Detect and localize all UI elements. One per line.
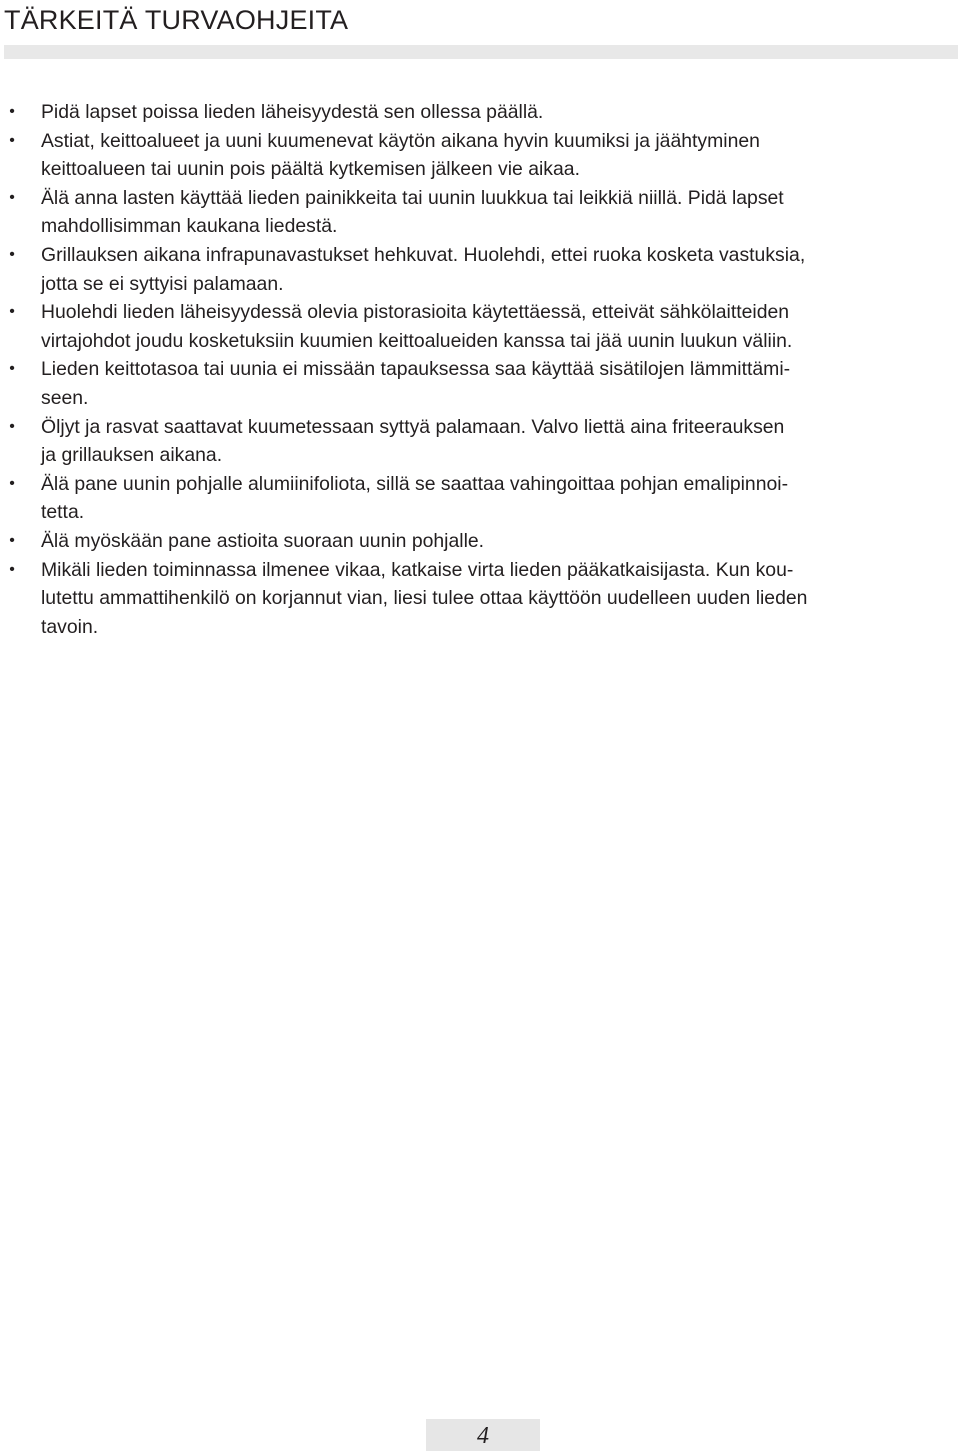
instruction-item (0, 127, 960, 184)
instruction-text-line: tavoin. (41, 615, 99, 638)
bullet-icon: • (9, 560, 15, 578)
instruction-text-line: Älä myöskään pane astioita suoraan uunin pohjalle. (41, 529, 485, 552)
instruction-item (0, 184, 960, 241)
bullet-icon: • (9, 103, 15, 120)
bullet-icon: • (9, 360, 15, 378)
bullet-icon: • (9, 531, 15, 549)
instruction-text-line: virtajohdot joudu kosketuksiin kuumien keittoalueiden kanssa tai jää uunin luukun väliin. (41, 329, 793, 352)
bullet-icon: • (9, 131, 15, 149)
instruction-text-line: Öljyt ja rasvat saattavat kuumetessaan syttyä palamaan. Valvo liettä aina friteerauksen (41, 415, 785, 438)
instruction-item (0, 470, 960, 527)
instruction-text-line: Lieden keittotasoa tai uunia ei missään tapauksessa saa käyttää sisätilojen lämmittämi- (41, 358, 791, 381)
instruction-text-line: Huolehdi lieden läheisyydessä olevia pistorasioita käytettäessä, etteivät sähkölaitteiden (41, 301, 790, 324)
instruction-text-line: tetta. (41, 501, 85, 524)
instruction-text-line: Älä pane uunin pohjalle alumiinifoliota, sillä se saattaa vahingoittaa pohjan emalipinnoi- (41, 472, 789, 495)
title-divider (4, 45, 958, 59)
bullet-icon: • (9, 303, 15, 321)
page-number-box (426, 1419, 540, 1451)
page-number: 4 (477, 1423, 489, 1449)
instruction-item (0, 413, 960, 470)
instruction-text-line: keittoalueen tai uunin pois päältä kytkemisen jälkeen vie aikaa. (41, 158, 580, 181)
instruction-text-line: Mikäli lieden toiminnassa ilmenee vikaa, katkaise virta lieden pääkatkaisijasta. Kun kou- (41, 558, 794, 581)
instruction-text-line: ja grillauksen aikana. (41, 444, 223, 467)
instruction-text-line: mahdollisimman kaukana liedestä. (41, 215, 338, 238)
instruction-item (0, 298, 960, 355)
instruction-item (0, 527, 960, 556)
instruction-text-line: seen. (41, 386, 89, 409)
bullet-icon: • (9, 474, 15, 492)
page-title: TÄRKEITÄ TURVAOHJEITA (4, 5, 349, 35)
instruction-item (0, 355, 960, 412)
bullet-icon: • (9, 245, 15, 263)
bullet-icon: • (9, 417, 15, 435)
safety-instructions-list (0, 98, 960, 641)
bullet-icon: • (9, 188, 15, 206)
instruction-text-line: Grillauksen aikana infrapunavastukset hehkuvat. Huolehdi, ettei ruoka kosketa vastuksia, (41, 243, 806, 266)
instruction-text-line: jotta se ei syttyisi palamaan. (41, 272, 284, 295)
instruction-item (0, 556, 960, 642)
instruction-text-line: Astiat, keittoalueet ja uuni kuumenevat käytön aikana hyvin kuumiksi ja jäähtyminen (41, 129, 760, 152)
instruction-text-line: Pidä lapset poissa lieden läheisyydestä sen ollessa päällä. (41, 101, 544, 123)
instruction-text-line: Älä anna lasten käyttää lieden painikkeita tai uunin luukkua tai leikkiä niillä. Pidä lapset (41, 186, 784, 209)
instruction-item (0, 241, 960, 298)
instruction-text-line: lutettu ammattihenkilö on korjannut vian, liesi tulee ottaa käyttöön uudelleen uuden lieden (41, 587, 808, 610)
instruction-item (0, 98, 960, 127)
